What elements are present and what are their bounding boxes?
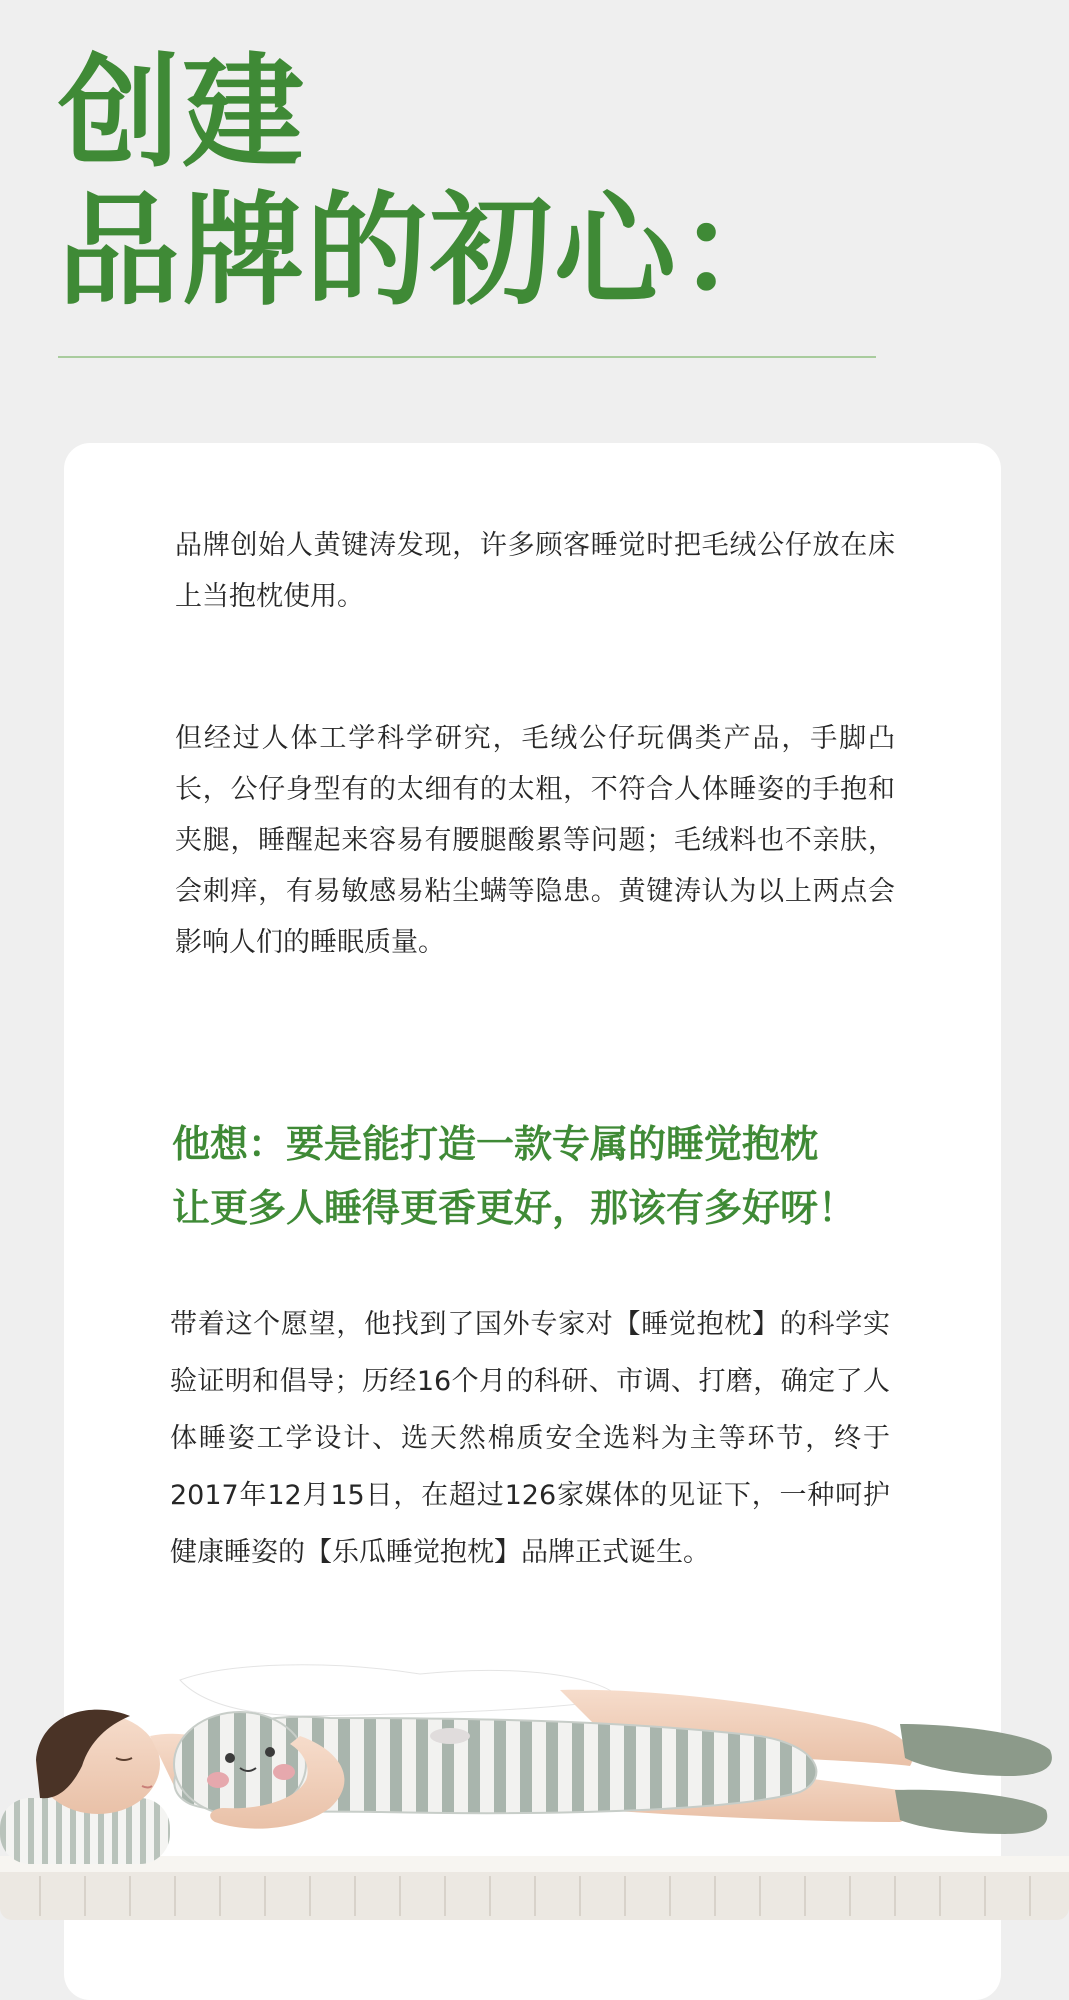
story-paragraph-discovery: 品牌创始人黄键涛发现，许多顾客睡觉时把毛绒公仔放在床上当抱枕使用。 bbox=[175, 530, 895, 612]
sleeping-woman-illustration bbox=[0, 1640, 1069, 1940]
story-paragraph-founding: 带着这个愿望，他找到了国外专家对【睡觉抱枕】的科学实验证明和倡导；历经16个月的科研、市调、打磨，确定了人体睡姿工学设计、选天然棉质安全选料为主等环节，终于2017年12月15日，在超过126家媒体的见证下，一种呵护健康睡姿的【乐瓜睡觉抱枕】品牌正式诞生。 bbox=[170, 1309, 890, 1568]
slogan-line-1: 他想：要是能打造一款专属的睡觉抱枕 bbox=[172, 1122, 819, 1166]
slogan-line-2: 让更多人睡得更香更好，那该有多好呀！ bbox=[172, 1186, 857, 1230]
story-paragraph-research: 但经过人体工学科学研究，毛绒公仔玩偶类产品，手脚凸长，公仔身型有的太细有的太粗，不符合人体睡姿的手抱和夹腿，睡醒起来容易有腰腿酸累等问题；毛绒料也不亲肤，会刺痒，有易敏感易粘尘螨等隐患。黄键涛认为以上两点会影响人们的睡眠质量。 bbox=[175, 723, 895, 958]
mattress bbox=[0, 1856, 1069, 1920]
title-line-1: 创建 bbox=[58, 42, 306, 184]
title-divider bbox=[58, 356, 876, 358]
title-line-2: 品牌的初心： bbox=[58, 180, 802, 322]
